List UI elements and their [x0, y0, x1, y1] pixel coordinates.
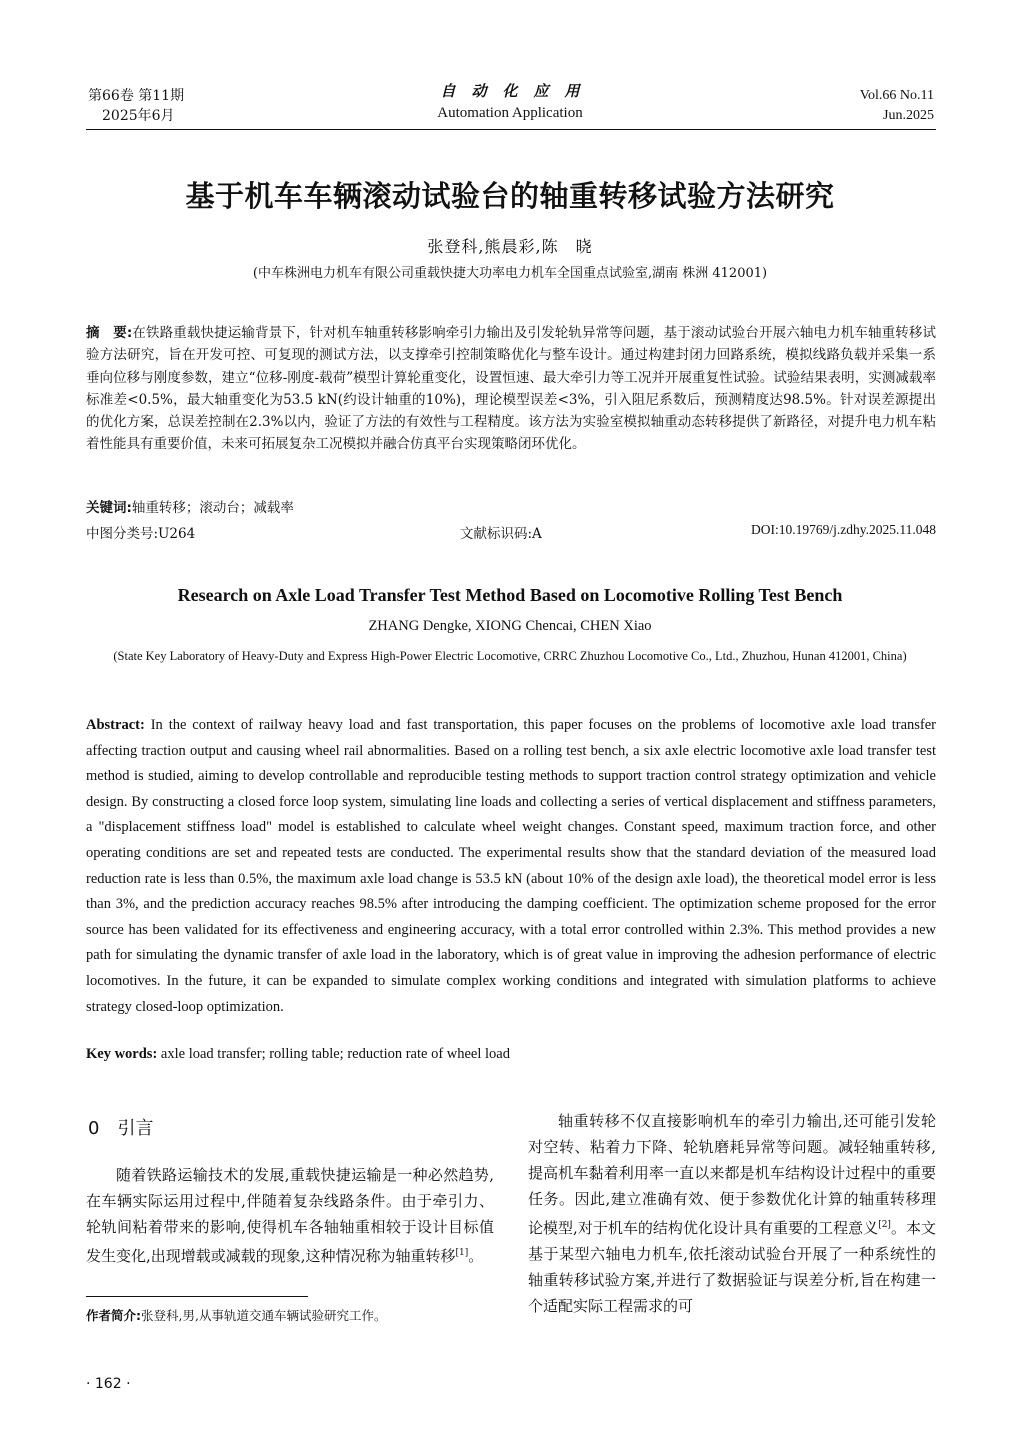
- section-heading: 0 引言: [88, 1118, 154, 1139]
- abstract-cn-label: 摘 要:: [86, 325, 133, 341]
- abstract-en: [86, 713, 936, 1020]
- footnote-label: 作者简介:: [86, 1308, 141, 1323]
- keywords-en-text: axle load transfer; rolling table; reduction rate of wheel load: [160, 1046, 510, 1062]
- intro-paragraph-2: [528, 1108, 936, 1319]
- body-column-right: [528, 1108, 936, 1319]
- citation-1[interactable]: [1]: [455, 1248, 469, 1258]
- footnote-rule: [86, 1296, 308, 1297]
- volume-issue-en: Vol.66 No.11: [859, 88, 934, 103]
- citation-2[interactable]: [2]: [878, 1220, 891, 1230]
- classification-row: [86, 522, 936, 542]
- page-number: · 162 ·: [86, 1376, 131, 1392]
- body-column-left: [86, 1136, 494, 1269]
- date-cn: 2025年6月: [102, 108, 175, 124]
- paper-title-cn: 基于机车车辆滚动试验台的轴重转移试验方法研究: [185, 179, 835, 213]
- intro-paragraph-1: [86, 1162, 494, 1269]
- abstract-cn-text: 在铁路重载快捷运输背景下，针对机车轴重转移影响牵引力输出及引发轮轨异常等问题，基于滚动试验台开展六轴电力机车轴重转移试验方法研究，旨在开发可控、可复现的测试方法，以支撑牵引控制策略优化与整车设计。通过构建封闭力回路系统，模拟线路负载并采集一系垂向位移与刚度参数，建立“位移-刚度-载荷”模型计算轮重变化，设置恒速、最大牵引力等工况并开展重复性试验。试验结果表明，实测减载率标准差<0.5%，最大轴重变化为53.5 kN(约设计轴重的10%)，理论模型误差<3%，引入阻尼系数后，预测精度达98.5%。针对误差源提出的优化方案，总误差控制在2.3%以内，验证了方法的有效性与工程精度。该方法为实验室模拟轴重动态转移提供了新路径，对提升电力机车粘着性能具有重要价值，未来可拓展复杂工况模拟并融合仿真平台实现策略闭环优化。: [86, 325, 937, 453]
- volume-issue-cn: 第66卷 第11期: [88, 88, 185, 104]
- keywords-cn-label: 关键词:: [86, 500, 132, 516]
- affiliation-en: (State Key Laboratory of Heavy-Duty and Express High-Power Electric Locomotive, CRRC Zhuzhou Locomotive Co., Ltd., Zhuzhou, Hunan 412001, China): [113, 649, 907, 663]
- date-en: Jun.2025: [883, 108, 934, 123]
- affiliation-cn: (中车株洲电力机车有限公司重载快捷大功率电力机车全国重点试验室,湖南 株洲 412001): [252, 266, 768, 281]
- doi: DOI:10.19769/j.zdhy.2025.11.048: [751, 522, 936, 537]
- keywords-en: [86, 1046, 510, 1063]
- author-footnote: [86, 1306, 386, 1324]
- clc-number: 中图分类号:U264: [86, 526, 196, 542]
- header-right: [860, 86, 934, 126]
- abstract-en-label: Abstract:: [86, 717, 145, 733]
- paper-title-en: Research on Axle Load Transfer Test Method Based on Locomotive Rolling Test Bench: [177, 585, 843, 605]
- keywords-cn-text: 轴重转移；滚动台；减载率: [131, 500, 294, 516]
- header-rule: [86, 129, 936, 130]
- document-code: 文献标识码:A: [460, 526, 542, 542]
- intro-paragraph-1-end: 。: [468, 1247, 484, 1265]
- footnote-text: 张登科,男,从事轨道交通车辆试验研究工作。: [141, 1308, 387, 1323]
- journal-name-en: Automation Application: [437, 105, 583, 121]
- intro-paragraph-2-text: 轴重转移不仅直接影响机车的牵引力输出,还可能引发轮对空转、粘着力下降、轮轨磨耗异常等问题。减轻轴重转移,提高机车黏着利用率一直以来都是机车结构设计过程中的重要任务。因此,建立准确有效、便于参数优化计算的轴重转移理论模型,对于机车的结构优化设计具有重要的工程意义: [528, 1112, 936, 1237]
- authors-cn: 张登科,熊晨彩,陈 晓: [427, 237, 593, 256]
- keywords-en-label: Key words:: [86, 1046, 158, 1062]
- abstract-cn: [86, 322, 936, 456]
- abstract-en-text: In the context of railway heavy load and fast transportation, this paper focuses on the problems of locomotive axle load transfer affecting traction output and causing wheel rail abnormalities. Based on a rolling test bench, a six axle electric locomotive axle load transfer test method is studied, aiming to develop controllable and reproducible testing methods to support traction control strategy optimization and vehicle design. By constructing a closed force loop system, simulating line loads and collecting a series of vertical displacement and stiffness parameters, a "displacement stiffness load" model is established to calculate wheel weight changes. Constant speed, maximum traction force, and other operating conditions are set and repeated tests are conducted. The experimental results show that the standard deviation of the measured load reduction rate is less than 0.5%, the maximum axle load change is 53.5 kN (about 10% of the design axle load), the theoretical model error is less than 3%, and the prediction accuracy reaches 98.5% after introducing the damping coefficient. The optimization scheme proposed for the error source has been validated for its effectiveness and engineering accuracy, with a total error controlled within 2.3%. This method provides a new path for simulating the dynamic transfer of axle load in the laboratory, which is of great value in improving the adhesion performance of electric locomotives. In the future, it can be expanded to simulate complex working conditions and integrated with simulation platforms to achieve strategy closed-loop optimization.: [86, 717, 936, 1015]
- journal-name-cn: 自动化应用: [440, 82, 596, 100]
- authors-en: ZHANG Dengke, XIONG Chencai, CHEN Xiao: [368, 618, 652, 634]
- keywords-cn: [86, 496, 294, 516]
- intro-paragraph-2-end: 。本文基于某型六轴电力机车,依托滚动试验台开展了一种系统性的轴重转移试验方案,并进行了数据验证与误差分析,旨在构建一个适配实际工程需求的可: [528, 1219, 936, 1315]
- intro-paragraph-1-text: 随着铁路运输技术的发展,重载快捷运输是一种必然趋势,在车辆实际运用过程中,伴随着复杂线路条件。由于牵引力、轮轨间粘着带来的影响,使得机车各轴轴重相较于设计目标值发生变化,出现增载或减载的现象,这种情况称为轴重转移: [86, 1166, 494, 1265]
